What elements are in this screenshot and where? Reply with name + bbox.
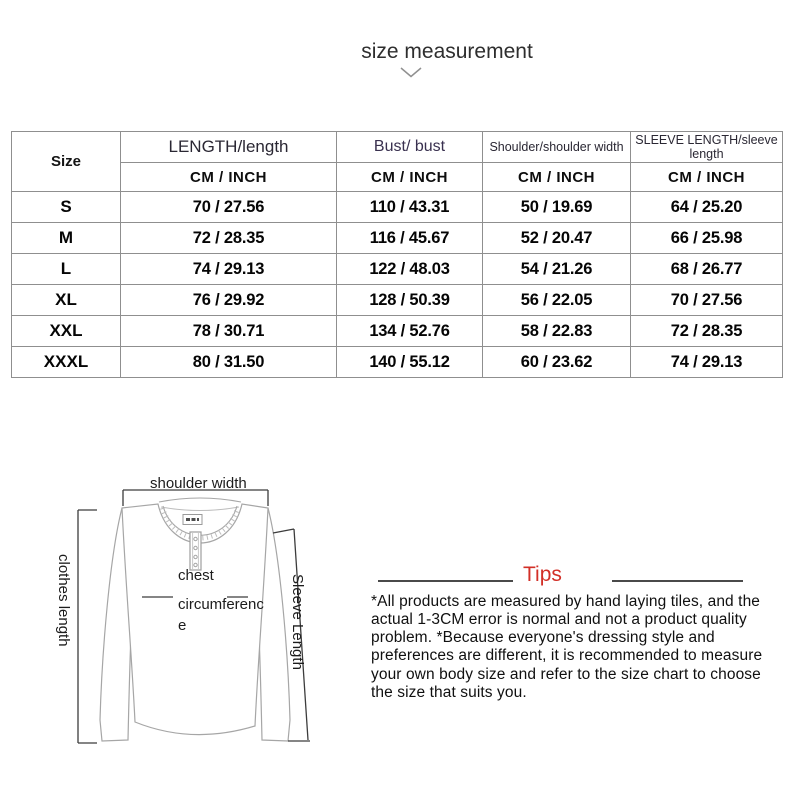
cell-size: XL xyxy=(12,285,121,316)
column-header-shoulder: Shoulder/shoulder width xyxy=(483,132,631,163)
cell-size: XXXL xyxy=(12,347,121,378)
table-row xyxy=(12,223,783,254)
table-row xyxy=(12,254,783,285)
cell-size: XXL xyxy=(12,316,121,347)
cell-length: 72 / 28.35 xyxy=(121,223,337,254)
page-title: size measurement xyxy=(361,40,533,63)
size-table xyxy=(11,131,783,378)
unit-header-sleeve: CM / INCH xyxy=(631,163,783,192)
cell-sleeve: 72 / 28.35 xyxy=(631,316,783,347)
table-row xyxy=(12,192,783,223)
cell-bust: 128 / 50.39 xyxy=(337,285,483,316)
cell-size: L xyxy=(12,254,121,285)
chest-circumference-label: circumference xyxy=(178,596,264,634)
clothes-length-label: clothes length xyxy=(55,554,72,647)
cell-length: 80 / 31.50 xyxy=(121,347,337,378)
tips-body-text: *All products are measured by hand laying tiles, and the actual 1-3CM error is normal and not a product quality problem. *Because everyone's dressing style and preferences are different, it is recommended to measure your own body size and refer to the size chart to choose the size that suits you. xyxy=(371,593,763,701)
tips-divider-right xyxy=(612,580,743,582)
table-row xyxy=(12,285,783,316)
cell-bust: 122 / 48.03 xyxy=(337,254,483,285)
table-row xyxy=(12,316,783,347)
cell-sleeve: 70 / 27.56 xyxy=(631,285,783,316)
cell-length: 76 / 29.92 xyxy=(121,285,337,316)
cell-shoulder: 50 / 19.69 xyxy=(483,192,631,223)
cell-shoulder: 60 / 23.62 xyxy=(483,347,631,378)
column-header-length: LENGTH/length xyxy=(121,132,337,163)
unit-header-length: CM / INCH xyxy=(121,163,337,192)
table-header-row xyxy=(12,132,783,163)
cell-bust: 110 / 43.31 xyxy=(337,192,483,223)
cell-shoulder: 56 / 22.05 xyxy=(483,285,631,316)
cell-length: 70 / 27.56 xyxy=(121,192,337,223)
cell-sleeve: 74 / 29.13 xyxy=(631,347,783,378)
unit-header-bust: CM / INCH xyxy=(337,163,483,192)
cell-bust: 134 / 52.76 xyxy=(337,316,483,347)
tips-heading: Tips xyxy=(523,563,562,586)
column-header-bust: Bust/ bust xyxy=(337,132,483,163)
chevron-down-icon xyxy=(399,66,423,80)
table-unit-row xyxy=(12,163,783,192)
cell-shoulder: 54 / 21.26 xyxy=(483,254,631,285)
shirt-back-collar xyxy=(159,498,241,502)
cell-shoulder: 58 / 22.83 xyxy=(483,316,631,347)
column-header-sleeve: SLEEVE LENGTH/sleeve length xyxy=(631,132,783,163)
cell-shoulder: 52 / 20.47 xyxy=(483,223,631,254)
cell-bust: 116 / 45.67 xyxy=(337,223,483,254)
clothes-length-guide xyxy=(78,510,97,743)
shoulder-width-label: shoulder width xyxy=(150,475,247,492)
sleeve-length-label: Sleeve Length xyxy=(289,574,306,670)
cell-size: M xyxy=(12,223,121,254)
tips-divider-left xyxy=(378,580,513,582)
unit-header-shoulder: CM / INCH xyxy=(483,163,631,192)
cell-bust: 140 / 55.12 xyxy=(337,347,483,378)
chest-label: chest xyxy=(178,567,214,584)
table-row xyxy=(12,347,783,378)
cell-sleeve: 66 / 25.98 xyxy=(631,223,783,254)
cell-sleeve: 68 / 26.77 xyxy=(631,254,783,285)
column-header-size: Size xyxy=(12,132,121,192)
cell-length: 74 / 29.13 xyxy=(121,254,337,285)
cell-length: 78 / 30.71 xyxy=(121,316,337,347)
cell-size: S xyxy=(12,192,121,223)
cell-sleeve: 64 / 25.20 xyxy=(631,192,783,223)
